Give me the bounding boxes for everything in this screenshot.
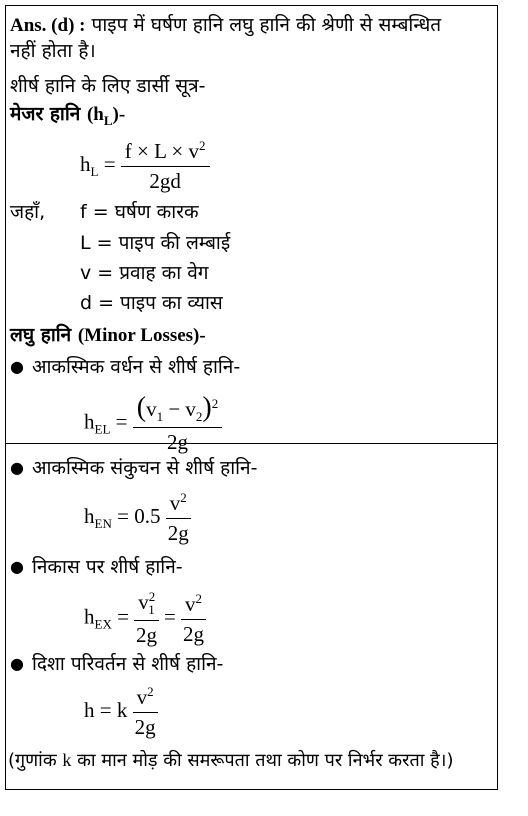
bullet-icon: ● <box>10 357 24 376</box>
major-loss-heading: मेजर हानि $(h_L)-$ <box>10 103 126 128</box>
def-length: L = पाइप की लम्बाई <box>80 232 231 254</box>
answer-text-1: पाइप में घर्षण हानि लघु हानि की श्रेणी से सम्बन्धित <box>91 14 442 36</box>
minor-loss-heading: लघु हानि (Minor Losses)- <box>10 324 206 346</box>
formula-sudden-expansion: $h_{EL}$ = $\frac{(v_1 - v_2)^2}{2g}$ <box>84 392 222 455</box>
def-diameter: d = पाइप का व्यास <box>80 292 223 314</box>
answer-label: Ans. (d) : <box>10 15 86 36</box>
darcy-intro: शीर्ष हानि के लिए डार्सी सूत्र- <box>10 75 206 97</box>
coefficient-note: (गुणांक k का मान मोड़ की समरूपता तथा कोण पर निर्भर करता है।) <box>8 750 454 771</box>
def-friction: f = घर्षण कारक <box>80 201 199 223</box>
answer-box-bottom <box>5 443 498 790</box>
answer-line-1 <box>10 13 441 38</box>
darcy-formula: $h_L$ = $\frac{f \times L \times v^2}{2gd}$ <box>80 138 210 194</box>
bullet-icon: ● <box>10 654 24 673</box>
bullet-icon: ● <box>10 557 24 576</box>
def-velocity: v = प्रवाह का वेग <box>80 262 209 284</box>
formula-exit: $h_{EX}$ = $\frac{v^2_1}{2g}$ = $\frac{v^2}{2g}$ <box>84 589 205 648</box>
formula-sudden-contraction: $h_{EN} = 0.5$ $\frac{v^2}{2g}$ <box>84 490 189 545</box>
loss-bend-title: ● दिशा परिवर्तन से शीर्ष हानि- <box>10 653 224 675</box>
loss-exit-title: ● निकास पर शीर्ष हानि- <box>10 556 183 578</box>
loss-sudden-expansion-title: ● आकस्मिक वर्धन से शीर्ष हानि- <box>10 356 241 378</box>
loss-sudden-contraction-title: ● आकस्मिक संकुचन से शीर्ष हानि- <box>10 457 258 479</box>
where-label: जहाँ, <box>10 201 46 223</box>
bullet-icon: ● <box>10 458 24 477</box>
answer-text-2: नहीं होता है। <box>10 40 96 62</box>
formula-bend: h = k $\frac{v^2}{2g}$ <box>84 684 156 739</box>
